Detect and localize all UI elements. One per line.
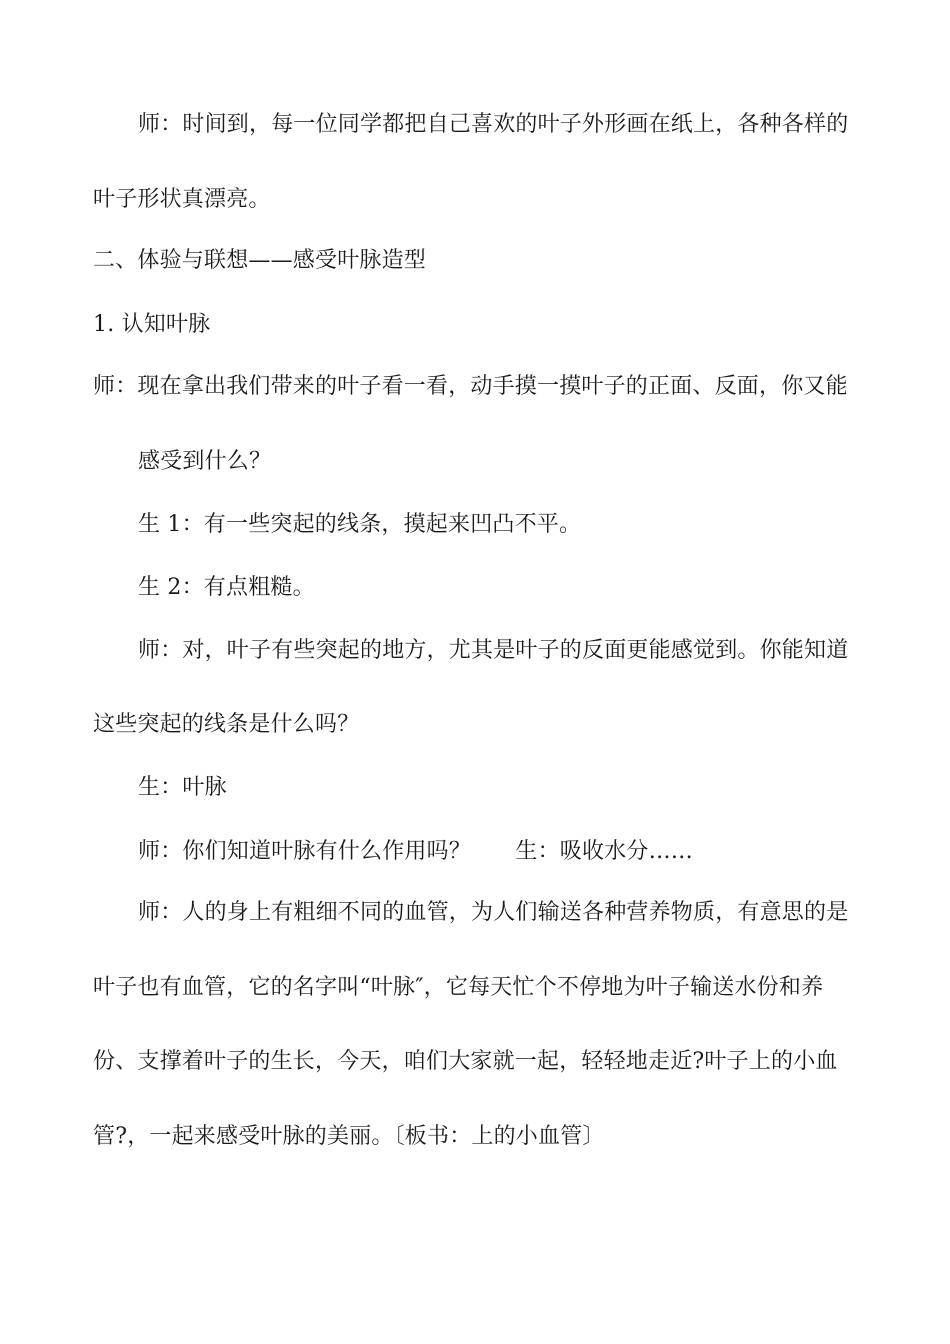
paragraph-line: 师：对，叶子有些突起的地方，尤其是叶子的反面更能感觉到。你能知道 xyxy=(138,638,849,663)
paragraph-line: 叶子形状真漂亮。 xyxy=(93,187,271,212)
section-heading: 二、体验与联想——感受叶脉造型 xyxy=(93,248,427,273)
paragraph-line: 生：叶脉 xyxy=(138,775,227,800)
paragraph-line: 管?，一起来感受叶脉的美丽。〔板书：上的小血管〕 xyxy=(93,1124,605,1149)
paragraph-line: 份、支撑着叶子的生长，今天，咱们大家就一起，轻轻地走近?叶子上的小血 xyxy=(93,1049,838,1074)
paragraph-line: 师：你们知道叶脉有什么作用吗？ 生：吸收水分…… xyxy=(138,839,694,864)
paragraph-line: 师：人的身上有粗细不同的血管，为人们输送各种营养物质，有意思的是 xyxy=(138,900,849,925)
paragraph-line: 叶子也有血管，它的名字叫“叶脉″，它每天忙个不停地为叶子输送水份和养 xyxy=(93,975,824,1000)
paragraph-line: 生 2：有点粗糙。 xyxy=(138,575,315,600)
paragraph-line: 生 1：有一些突起的线条，摸起来凹凸不平。 xyxy=(138,512,582,537)
paragraph-line: 师：时间到，每一位同学都把自己喜欢的叶子外形画在纸上，各种各样的 xyxy=(138,112,849,137)
paragraph-line: 师：现在拿出我们带来的叶子看一看，动手摸一摸叶子的正面、反面，你又能 xyxy=(93,374,848,399)
paragraph-line: 感受到什么？ xyxy=(138,449,272,474)
paragraph-line: 这些突起的线条是什么吗？ xyxy=(93,712,360,737)
subsection-heading: 1. 认知叶脉 xyxy=(93,312,211,337)
